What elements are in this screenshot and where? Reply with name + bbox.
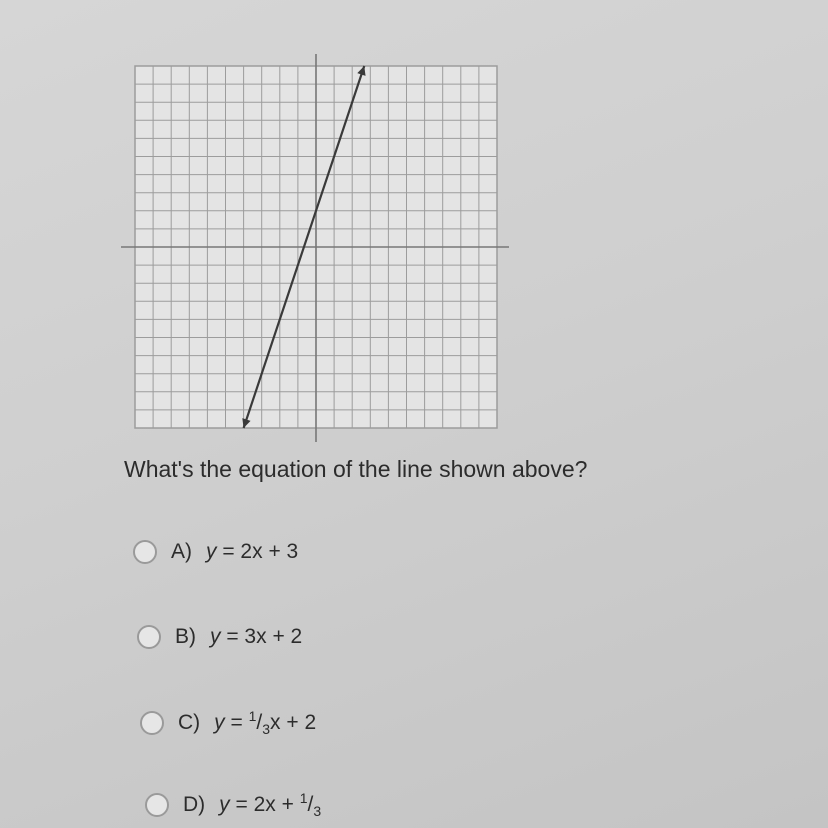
option-d-letter: D) bbox=[183, 792, 206, 816]
option-d-equation bbox=[219, 790, 321, 819]
option-d-denominator: 3 bbox=[313, 803, 322, 820]
answer-option-a[interactable] bbox=[133, 540, 298, 564]
option-c-var: y bbox=[214, 711, 225, 734]
option-d-var: y bbox=[219, 793, 230, 816]
option-a-var: y bbox=[206, 540, 217, 563]
option-b-equation bbox=[210, 625, 302, 649]
option-b-var: y bbox=[210, 625, 221, 648]
answer-option-b[interactable] bbox=[137, 625, 302, 649]
option-c-numerator: 1 bbox=[248, 708, 257, 724]
option-c-denominator: 3 bbox=[262, 721, 271, 738]
option-a-expr: = 2x + 3 bbox=[216, 540, 299, 563]
radio-button-b[interactable] bbox=[137, 625, 161, 649]
radio-button-d[interactable] bbox=[145, 793, 169, 817]
option-b-letter: B) bbox=[175, 625, 196, 648]
radio-button-a[interactable] bbox=[133, 540, 157, 564]
radio-button-c[interactable] bbox=[140, 711, 164, 735]
option-c-letter: C) bbox=[178, 710, 201, 734]
option-c-expr: = bbox=[224, 711, 249, 734]
option-d-expr: = 2x + bbox=[229, 793, 300, 816]
answer-option-c[interactable] bbox=[140, 708, 316, 737]
option-a-letter: A) bbox=[171, 540, 192, 563]
option-a-equation bbox=[206, 540, 298, 564]
option-c-equation bbox=[214, 708, 316, 737]
coordinate-graph bbox=[115, 48, 535, 448]
fraction-slash: / bbox=[256, 711, 263, 734]
option-b-expr: = 3x + 2 bbox=[220, 625, 303, 648]
answer-option-d[interactable] bbox=[145, 790, 321, 819]
question-text: What's the equation of the line shown above? bbox=[124, 456, 588, 482]
fraction-slash: / bbox=[307, 793, 314, 816]
option-d-numerator: 1 bbox=[299, 790, 308, 806]
option-c-tail: x + 2 bbox=[270, 711, 317, 734]
